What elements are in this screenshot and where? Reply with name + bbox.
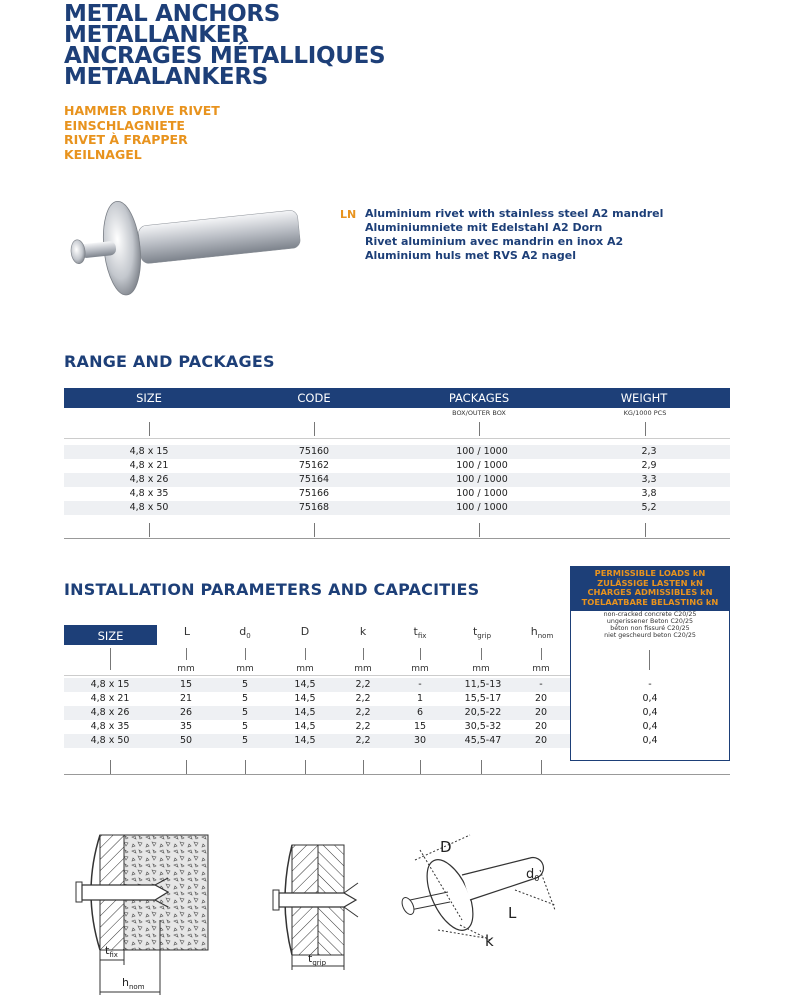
cell-size: 4,8 x 35 [129,488,169,499]
cell-param: 14,5 [294,693,316,704]
tick [420,648,421,660]
label-L: L [508,904,517,922]
divider [64,538,730,539]
label-hnom: $h_{nom}$ [122,976,145,991]
loads-sub-de: ungerissener Beton C20/25 [606,618,694,625]
cell-param: 15,5-17 [464,693,502,704]
cell-param: 21 [179,693,193,704]
table-row [64,678,570,692]
desc-nl: Aluminium huls met RVS A2 nagel [365,249,576,262]
cell-param: 20 [534,735,548,746]
loads-sub-nl: niet gescheurd beton C20/25 [604,632,696,639]
cell-param: 1 [416,693,424,704]
range-header-size: SIZE [136,391,162,405]
cell-param: 2,2 [355,735,371,746]
cell-param: 2,2 [355,721,371,732]
table-row [64,473,730,487]
title-nl: METAALANKERS [64,64,269,90]
cell-param: 20,5-22 [464,707,502,718]
tick [314,422,315,436]
cell-size: 4,8 x 50 [129,502,169,513]
tick [186,648,187,660]
cell-packages: 100 / 1000 [456,502,508,513]
cell-param: 14,5 [294,735,316,746]
cell-param: 5 [241,679,249,690]
table-row [64,501,730,515]
title-block [64,1,386,90]
cell-weight: 3,8 [641,488,657,499]
diagram-rivet-dimensions [400,835,555,940]
tick [363,648,364,660]
divider [64,675,570,676]
cell-load: 0,4 [642,735,658,746]
tick [305,760,306,774]
cell-code: 75168 [298,502,330,513]
cell-code: 75164 [298,474,330,485]
tick [645,523,646,537]
subtitle-nl: KEILNAGEL [64,146,142,162]
unit-d0: mm [236,664,254,674]
installation-diagrams [60,820,740,1000]
cell-code: 75166 [298,488,330,499]
cell-packages: 100 / 1000 [456,488,508,499]
rivet-product-image [60,185,320,305]
range-header-bar [64,388,730,408]
range-header-packages: PACKAGES [448,391,510,405]
cell-packages: 100 / 1000 [456,446,508,457]
tick [110,648,111,670]
tick [541,760,542,774]
table-row [64,706,570,720]
cell-param: 5 [241,735,249,746]
diagram-tgrip [273,845,358,970]
loads-sub-en: non-cracked concrete C20/25 [603,611,697,618]
loads-header-en: PERMISSIBLE LOADS kN [594,568,706,578]
tick [245,760,246,774]
loads-header-de: ZULÄSSIGE LASTEN kN [597,577,703,588]
tick [479,523,480,537]
loads-subtitle [572,611,728,639]
cell-load: 0,4 [642,693,658,704]
cell-size: 4,8 x 26 [129,474,169,485]
table-row [64,734,570,748]
tick [245,648,246,660]
tick [481,648,482,660]
unit-tgrip: mm [472,664,490,674]
subtitle-de: EINSCHLAGNIETE [64,117,185,133]
divider [64,774,730,775]
range-sub-weight: KG/1000 PCS [623,409,667,417]
cell-param: 6 [416,707,424,718]
subtitle-en: HAMMER DRIVE RIVET [64,103,220,118]
label-D: D [440,838,452,856]
tick [110,760,111,774]
tick [305,648,306,660]
cell-param: 45,5-47 [464,735,502,746]
cell-load: - [648,679,652,690]
diagram-tfix-hnom [76,835,208,995]
tick [649,650,650,670]
param-k: k [359,625,367,638]
param-tgrip: $t_{grip}$ [472,625,492,641]
title-de: METALLANKER [64,22,249,48]
desc-de: Aluminiumniete mit Edelstahl A2 Dorn [365,221,603,234]
cell-param: 30,5-32 [464,721,502,732]
table-row [64,459,730,473]
cell-packages: 100 / 1000 [456,460,508,471]
param-tfix: $t_{fix}$ [413,625,427,641]
loads-header-box [570,566,730,610]
table-row [64,720,570,734]
label-tgrip: $t_{grip}$ [308,952,327,967]
cell-param: 15 [179,679,193,690]
cell-size: 4,8 x 15 [129,446,169,457]
cell-param: 5 [241,693,249,704]
cell-weight: 5,2 [641,502,657,513]
product-code: LN [340,208,357,221]
loads-header-nl: TOELAATBARE BELASTING kN [581,596,719,607]
size-header-bar [64,625,157,645]
tick [479,422,480,436]
desc-fr: Rivet aluminium avec mandrin en inox A2 [365,235,624,248]
cell-param: 14,5 [294,679,316,690]
desc-en: Aluminium rivet with stainless steel A2 mandrel [365,207,664,220]
cell-packages: 100 / 1000 [456,474,508,485]
tick [314,523,315,537]
range-sub-packages: BOX/OUTER BOX [452,409,506,417]
table-row [64,692,570,706]
cell-weight: 2,9 [641,460,657,471]
unit-L: mm [177,664,195,674]
unit-tfix: mm [411,664,429,674]
cell-code: 75162 [298,460,330,471]
tick [186,760,187,774]
cell-load: 0,4 [642,721,658,732]
table-row [64,487,730,501]
param-L: L [183,625,191,638]
table-row [64,445,730,459]
cell-param: 20 [534,721,548,732]
tick [481,760,482,774]
cell-param: 2,2 [355,707,371,718]
loads-header-fr: CHARGES ADMISSIBLES kN [587,587,713,597]
tick [149,422,150,436]
cell-param: 2,2 [355,679,371,690]
unit-k: mm [354,664,372,674]
loads-sub-fr: béton non fissuré C20/25 [610,625,690,632]
subtitle-block [64,104,220,162]
cell-size: 4,8 x 26 [90,707,130,718]
cell-param: - [539,679,543,690]
label-d0: $d_0$ [526,867,540,883]
cell-load: 0,4 [642,707,658,718]
cell-param: 14,5 [294,707,316,718]
cell-param: 35 [179,721,193,732]
cell-param: 2,2 [355,693,371,704]
label-tfix: $t_{fix}$ [105,944,118,959]
cell-size: 4,8 x 21 [90,693,130,704]
unit-hnom: mm [532,664,550,674]
cell-param: 5 [241,721,249,732]
title-fr: ANCRAGES MÉTALLIQUES [64,43,386,69]
subtitle-fr: RIVET À FRAPPER [64,132,188,147]
cell-param: 11,5-13 [464,679,502,690]
cell-param: 20 [534,707,548,718]
cell-size: 4,8 x 21 [129,460,169,471]
cell-param: 5 [241,707,249,718]
install-header-size: SIZE [97,629,124,643]
cell-size: 4,8 x 15 [90,679,130,690]
cell-weight: 3,3 [641,474,657,485]
tick [420,760,421,774]
range-header-weight: WEIGHT [620,391,668,405]
cell-param: 26 [179,707,193,718]
cell-size: 4,8 x 35 [90,721,130,732]
cell-param: - [418,679,422,690]
param-D: D [300,625,310,638]
tick [149,523,150,537]
cell-param: 15 [413,721,427,732]
divider [64,438,730,439]
range-header-code: CODE [297,391,331,405]
param-d0: $d_0$ [239,625,251,641]
tick [645,422,646,436]
unit-D: mm [296,664,314,674]
cell-param: 50 [179,735,193,746]
cell-code: 75160 [298,446,330,457]
cell-weight: 2,3 [641,446,657,457]
tick [541,648,542,660]
cell-param: 20 [534,693,548,704]
tick [363,760,364,774]
cell-param: 14,5 [294,721,316,732]
range-section-title: RANGE AND PACKAGES [64,352,275,371]
install-section-title: INSTALLATION PARAMETERS AND CAPACITIES [64,580,480,599]
cell-param: 30 [413,735,427,746]
label-k: k [485,932,494,950]
product-description [365,207,663,263]
param-hnom: $h_{nom}$ [530,625,554,641]
cell-size: 4,8 x 50 [90,735,130,746]
title-en: METAL ANCHORS [64,1,281,27]
